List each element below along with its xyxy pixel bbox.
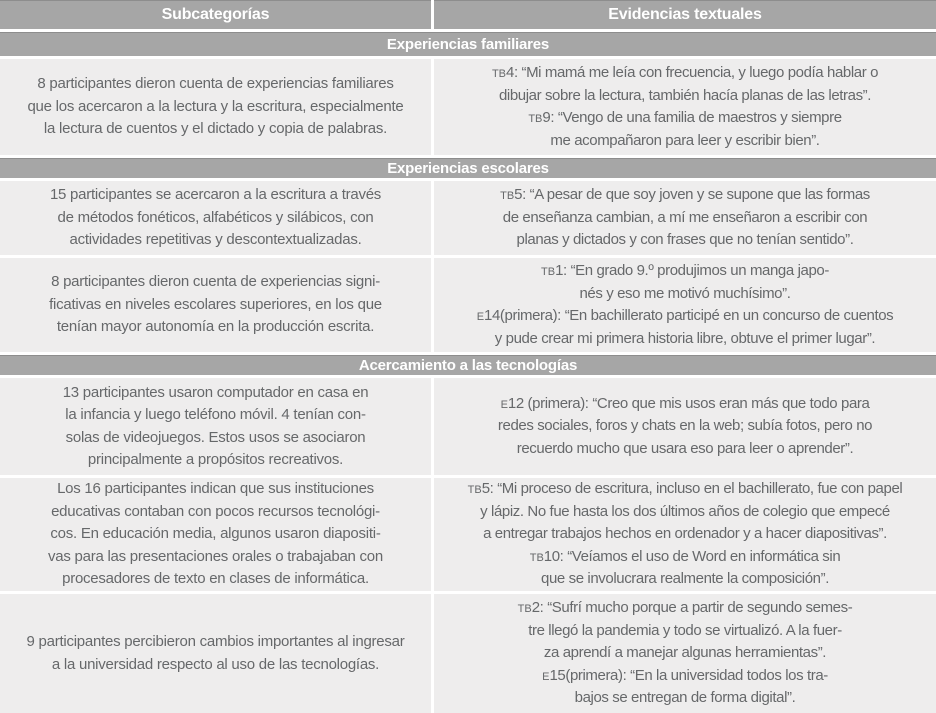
subcategory-cell	[0, 378, 431, 475]
cell-text: 8 participantes dieron cuenta de experiencias signi- ficativas en niveles escolares superiores, en los que tenían mayor autonomía en la producción escrita.	[49, 273, 382, 336]
section-header-2: Experiencias escolares	[0, 158, 936, 178]
evidence-cell	[434, 59, 936, 155]
column-header-evidencias-textuales: Evidencias textuales	[434, 0, 936, 29]
cell-text: TB5: “Mi proceso de escritura, incluso en el bachillerato, fue con papel y lápiz. No fue hasta los dos últimos años de colegio que empecé a entregar trabajos hechos en ordenador y a hacer diapositivas”. TB10: “Veíamos el uso de Word en informática sin que se involucrara realmente la composición”.	[467, 480, 903, 588]
cell-text: TB4: “Mi mamá me leía con frecuencia, y luego podía hablar o dibujar sobre la lectura, también hacía planas de las letras”. TB9: “Vengo de una familia de maestros y siempre me acompañaron para leer y escribir bien”.	[491, 64, 879, 149]
speaker-code-prefix: E	[500, 398, 508, 411]
speaker-code-prefix: TB	[491, 68, 507, 80]
evidence-cell	[434, 181, 936, 255]
cell-text: 9 participantes percibieron cambios importantes al ingresar a la universidad respecto al uso de las tecnologías.	[26, 633, 405, 673]
section-header-3: Acercamiento a las tecnologías	[0, 355, 936, 375]
evidence-cell	[434, 258, 936, 352]
subcategory-cell	[0, 181, 431, 255]
cell-text: TB2: “Sufrí mucho porque a partir de segundo semes- tre llegó la pandemia y todo se virtualizó. A la fuer- za aprendí a manejar algunas herramientas”. E15(primera): “En la universidad todos los tra- bajos se entregan de forma digital”.	[517, 599, 853, 707]
cell-text: 8 participantes dieron cuenta de experiencias familiares que los acercaron a la lectura y la escritura, especialmente la lectura de cuentos y el dictado y copia de palabras.	[27, 75, 404, 138]
evidence-cell	[434, 378, 936, 475]
speaker-code-prefix: E	[476, 311, 485, 323]
evidence-cell	[434, 594, 936, 713]
cell-text: 13 participantes usaron computador en casa en la infancia y luego teléfono móvil. 4 tenían con- solas de videojuegos. Estos usos se asociaron principalmente a propósitos recreativos.	[62, 383, 369, 468]
column-header-subcategorias: Subcategorías	[0, 0, 431, 29]
cell-text: E12 (primera): “Creo que mis usos eran más que todo para redes sociales, foros y chats en la web; subía fotos, pero no recuerdo mucho que usara eso para leer o aprender”.	[497, 394, 873, 457]
subcategory-cell	[0, 258, 431, 352]
cell-text: 15 participantes se acercaron a la escritura a través de métodos fonéticos, alfabéticos y silábicos, con actividades repetitivas y descontextualizadas.	[49, 186, 382, 249]
speaker-code-prefix: TB	[517, 603, 532, 616]
speaker-code-prefix: TB	[528, 113, 543, 125]
cell-text: TB5: “A pesar de que soy joven y se supone que las formas de enseñanza cambian, a mí me enseñaron a escribir con planas y dictados y con frases que no tenían sentido”.	[500, 186, 870, 249]
subcategory-cell	[0, 594, 431, 713]
section-header-1: Experiencias familiares	[0, 32, 936, 56]
speaker-code-prefix: TB	[541, 266, 556, 278]
speaker-code-prefix: E	[542, 670, 550, 683]
subcategory-cell	[0, 478, 431, 591]
speaker-code-prefix: TB	[500, 190, 515, 203]
subcategory-cell	[0, 59, 431, 155]
cell-text: Los 16 participantes indican que sus instituciones educativas contaban con pocos recursos tecnológi- cos. En educación media, algunos usaron diapositi- vas para las presentaciones orales o trabajaban con procesadores de texto en clases de informática.	[48, 480, 383, 588]
evidence-cell	[434, 478, 936, 591]
speaker-code-prefix: TB	[467, 484, 482, 497]
speaker-code-prefix: TB	[529, 551, 544, 564]
cell-text: TB1: “En grado 9.º produjimos un manga japo- nés y eso me motivó muchísimo”. E14(primera): “En bachillerato participé en un concurso de cuentos y pude crear mi primera historia libre, obtuve el primer lugar”.	[476, 262, 894, 347]
